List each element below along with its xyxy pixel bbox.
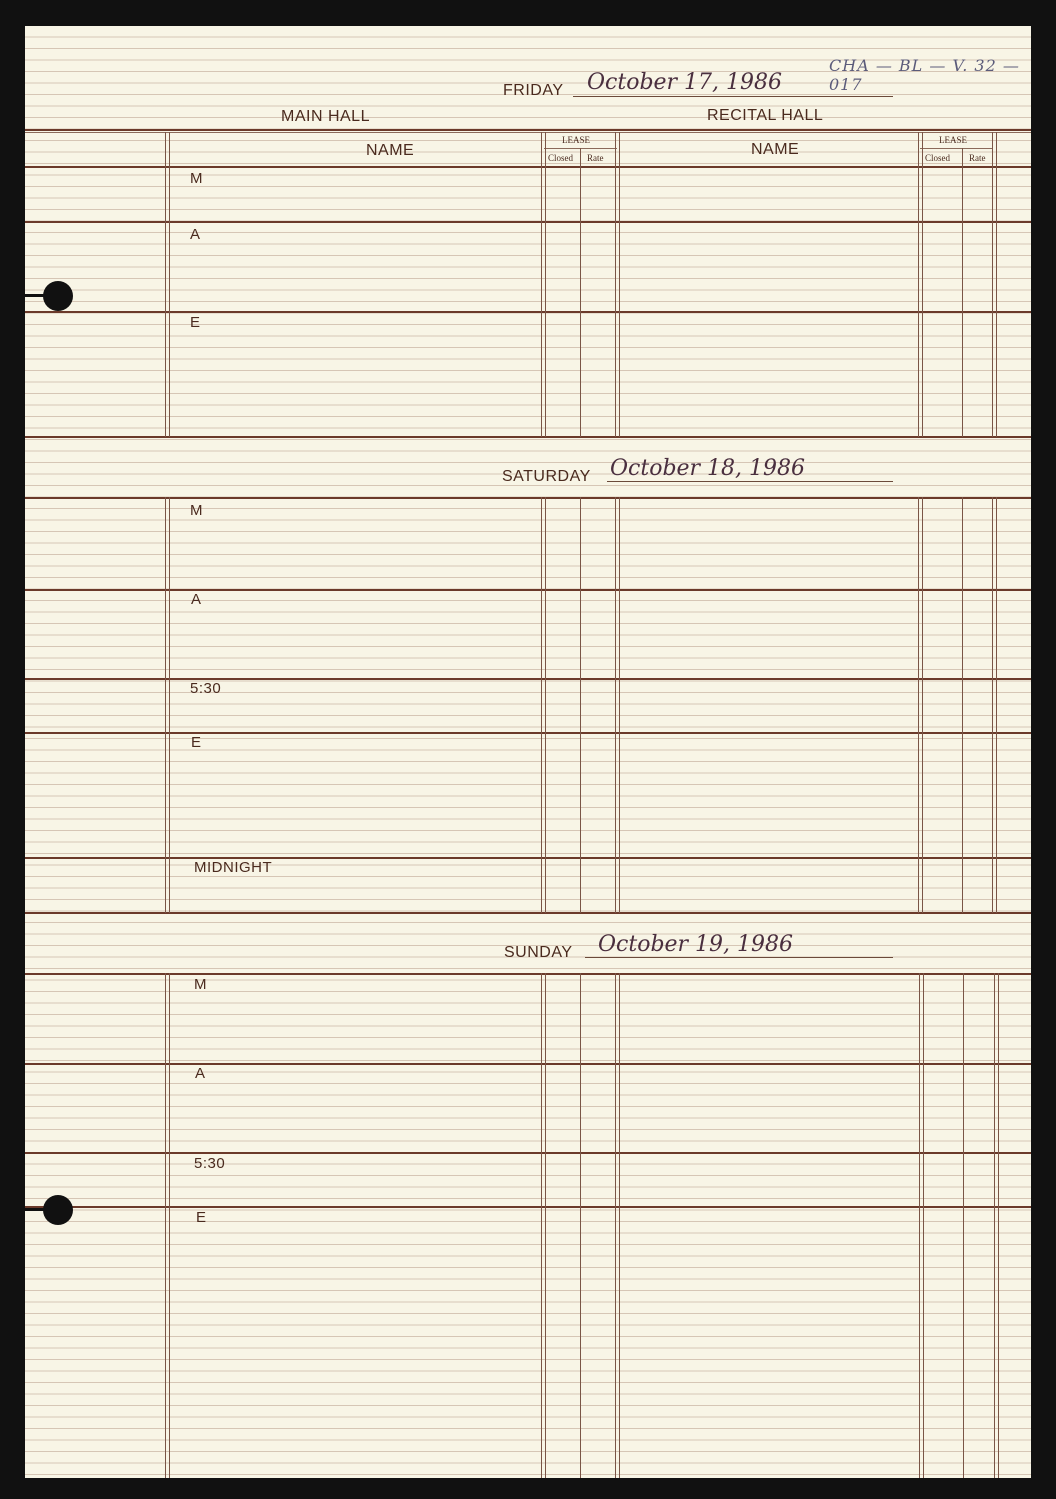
slot-label: M [194,976,207,993]
column-rule [580,148,581,437]
column-rule [580,497,581,913]
slot-label: E [196,1209,207,1226]
column-rule [165,973,170,1478]
slot-rule [25,1063,1031,1065]
column-rule [992,132,997,437]
column-rule [962,497,963,913]
slot-label: 5:30 [190,680,222,697]
closed-heading-recital: Closed [925,153,951,163]
slot-label: A [195,1065,206,1082]
rate-heading-recital: Rate [969,153,986,163]
date-underline [607,481,893,482]
column-rule [615,132,620,437]
slot-label: A [190,226,201,243]
column-rule [962,148,963,437]
column-rule [541,132,546,437]
slot-label: E [190,314,201,331]
date-underline [585,957,893,958]
column-rule [919,973,924,1478]
slot-rule [25,857,1031,859]
rate-heading-main: Rate [587,153,604,163]
slot-rule [25,1152,1031,1154]
column-rule [615,497,620,913]
section-rule [25,436,1031,438]
column-rule [541,497,546,913]
column-rule [994,973,999,1478]
slot-rule [25,311,1031,313]
slot-label: A [191,591,202,608]
section-rule [25,912,1031,914]
section-rule [25,973,1031,975]
slot-rule [25,589,1031,591]
slot-label: E [191,734,202,751]
slot-rule [25,678,1031,680]
date-saturday: October 18, 1986 [610,456,806,481]
slot-label: MIDNIGHT [194,859,273,876]
lease-heading-recital: LEASE [939,135,967,145]
rule [25,129,1031,131]
column-rule [580,973,581,1478]
recital-hall-heading: RECITAL HALL [707,107,824,124]
slot-rule [25,1206,1031,1208]
slot-rule [25,221,1031,223]
column-rule [918,132,923,437]
closed-heading-main: Closed [548,153,574,163]
column-rule [615,973,620,1478]
rule [25,132,1031,133]
schedule-sheet [25,26,1031,1478]
date-underline [573,96,893,97]
binder-hole-slit [25,294,49,297]
column-rule [541,973,546,1478]
main-hall-heading: MAIN HALL [281,108,370,125]
date-friday: October 17, 1986 [587,70,783,95]
lease-heading-main: LEASE [562,135,590,145]
section-rule [25,497,1031,499]
column-rule [165,132,170,437]
day-label-friday: FRIDAY [503,82,564,99]
slot-label: M [190,502,203,519]
slot-label: M [190,170,203,187]
column-rule [963,973,964,1478]
column-rule [992,497,997,913]
name-column-heading-main: NAME [366,142,415,159]
day-label-sunday: SUNDAY [504,944,573,961]
name-column-heading-recital: NAME [751,141,800,158]
archive-id: CHA — BL — V. 32 — 017 [829,56,1020,94]
slot-rule [25,732,1031,734]
column-rule [918,497,923,913]
slot-label: 5:30 [194,1155,226,1172]
day-label-saturday: SATURDAY [502,468,591,485]
column-rule [165,497,170,913]
rule [920,148,993,149]
date-sunday: October 19, 1986 [598,932,794,957]
rule [25,166,1031,168]
binder-hole-slit [25,1208,49,1211]
